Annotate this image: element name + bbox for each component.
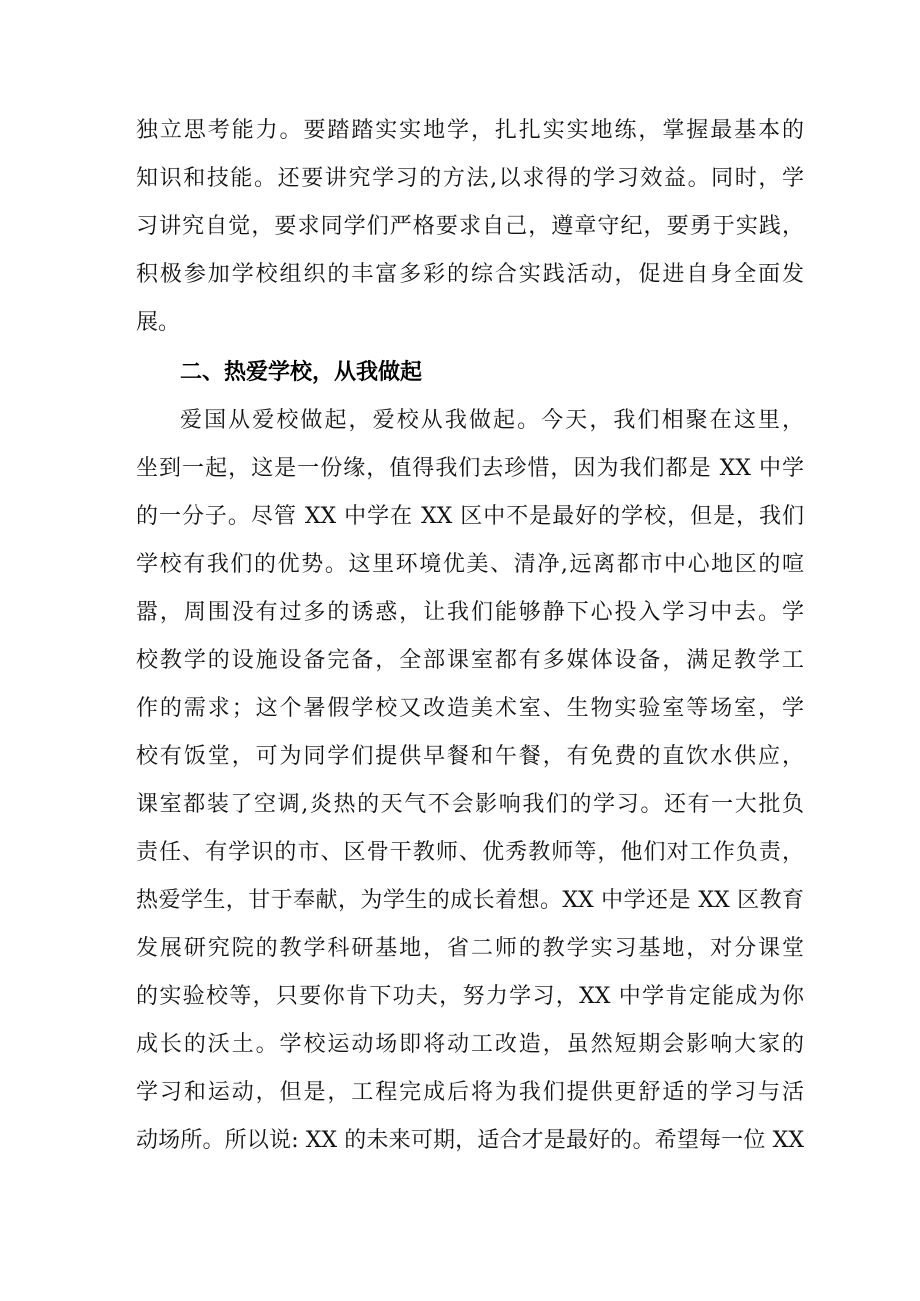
paragraph-2-line-13: 的实验校等，只要你肯下功夫，努力学习，XX 中学肯定能成为你 <box>136 984 804 1009</box>
paragraph-2-line-9: 课室都装了空调,炎热的天气不会影响我们的学习。还有一大批负 <box>136 792 804 817</box>
paragraph-2-line-1: 爱国从爱校做起，爱校从我做起。今天，我们相聚在这里， <box>180 408 804 433</box>
paragraph-2-line-16: 动场所。所以说: XX 的未来可期，适合才是最好的。希望每一位 XX <box>136 1128 804 1153</box>
paragraph-2-line-15: 学习和运动，但是，工程完成后将为我们提供更舒适的学习与活 <box>136 1080 804 1105</box>
paragraph-2-line-8: 校有饭堂，可为同学们提供早餐和午餐，有免费的直饮水供应， <box>136 744 804 769</box>
paragraph-1-line-2: 知识和技能。还要讲究学习的方法,以求得的学习效益。同时，学 <box>136 166 804 191</box>
paragraph-2-line-11: 热爱学生，甘于奉献，为学生的成长着想。XX 中学还是 XX 区教育 <box>136 888 804 913</box>
paragraph-2-line-6: 校教学的设施设备完备，全部课室都有多媒体设备，满足教学工 <box>136 648 804 673</box>
paragraph-2-line-3: 的一分子。尽管 XX 中学在 XX 区中不是最好的学校，但是，我们 <box>136 504 804 529</box>
paragraph-2-line-10: 责任、有学识的市、区骨干教师、优秀教师等，他们对工作负责， <box>136 840 804 865</box>
paragraph-1-line-3: 习讲究自觉，要求同学们严格要求自己，遵章守纪，要勇于实践， <box>136 214 804 239</box>
paragraph-2-line-5: 嚣，周围没有过多的诱惑，让我们能够静下心投入学习中去。学 <box>136 600 804 625</box>
section-heading: 二、热爱学校，从我做起 <box>180 360 423 385</box>
paragraph-2-line-4: 学校有我们的优势。这里环境优美、清净,远离都市中心地区的喧 <box>136 552 804 577</box>
paragraph-2-line-7: 作的需求；这个暑假学校又改造美术室、生物实验室等场室，学 <box>136 696 804 721</box>
paragraph-1-line-1: 独立思考能力。要踏踏实实地学，扎扎实实地练，掌握最基本的 <box>136 118 804 143</box>
paragraph-2-line-12: 发展研究院的教学科研基地，省二师的教学实习基地，对分课堂 <box>136 936 804 961</box>
paragraph-2-line-14: 成长的沃土。学校运动场即将动工改造，虽然短期会影响大家的 <box>136 1032 804 1057</box>
paragraph-1-line-4: 积极参加学校组织的丰富多彩的综合实践活动，促进自身全面发 <box>136 262 804 287</box>
paragraph-1-line-5: 展。 <box>136 310 181 335</box>
paragraph-2-line-2: 坐到一起，这是一份缘，值得我们去珍惜，因为我们都是 XX 中学 <box>136 456 804 481</box>
